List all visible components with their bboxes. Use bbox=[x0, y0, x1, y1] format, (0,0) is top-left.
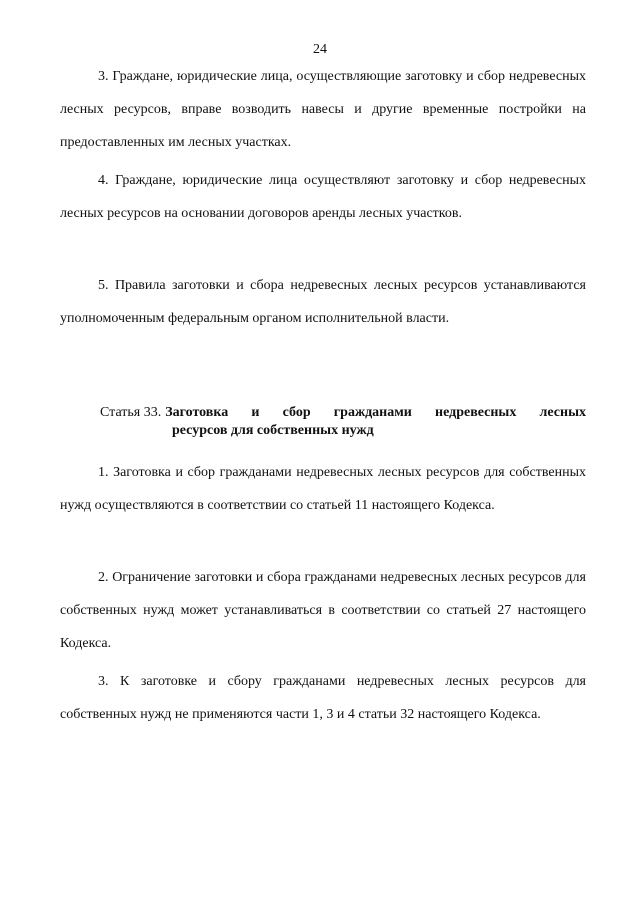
article-heading bbox=[100, 404, 586, 440]
article-label: Статья 33. bbox=[100, 405, 162, 420]
page-number: 24 bbox=[313, 42, 327, 57]
article-title-line2: ресурсов для собственных нужд bbox=[172, 423, 374, 438]
paragraph-article33-part2: 2. Ограничение заготовки и сбора гражданами недревесных лесных ресурсов для собственных нужд может устанавливаться в соответствии со статьей 27 настоящего Кодекса. bbox=[60, 570, 586, 651]
paragraph-article32-part4: 4. Граждане, юридические лица осуществляют заготовку и сбор недревесных лесных ресурсов на основании договоров аренды лесных участков. bbox=[60, 173, 586, 221]
article-title-line1: Заготовка и сбор гражданами недревесных лесных bbox=[165, 405, 586, 420]
paragraph-article32-part5: 5. Правила заготовки и сбора недревесных лесных ресурсов устанавливаются уполномоченным федеральным органом исполнительной власти. bbox=[60, 278, 586, 326]
paragraph-article32-part3: 3. Граждане, юридические лица, осуществляющие заготовку и сбор недревесных лесных ресурсов, вправе возводить навесы и другие временные постройки на предоставленных им лесных участках. bbox=[60, 69, 586, 150]
paragraph-article33-part1: 1. Заготовка и сбор гражданами недревесных лесных ресурсов для собственных нужд осуществляются в соответствии со статьей 11 настоящего Кодекса. bbox=[60, 465, 586, 513]
paragraph-article33-part3: 3. К заготовке и сбору гражданами недревесных лесных ресурсов для собственных нужд не применяются части 1, 3 и 4 статьи 32 настоящего Кодекса. bbox=[60, 674, 586, 722]
